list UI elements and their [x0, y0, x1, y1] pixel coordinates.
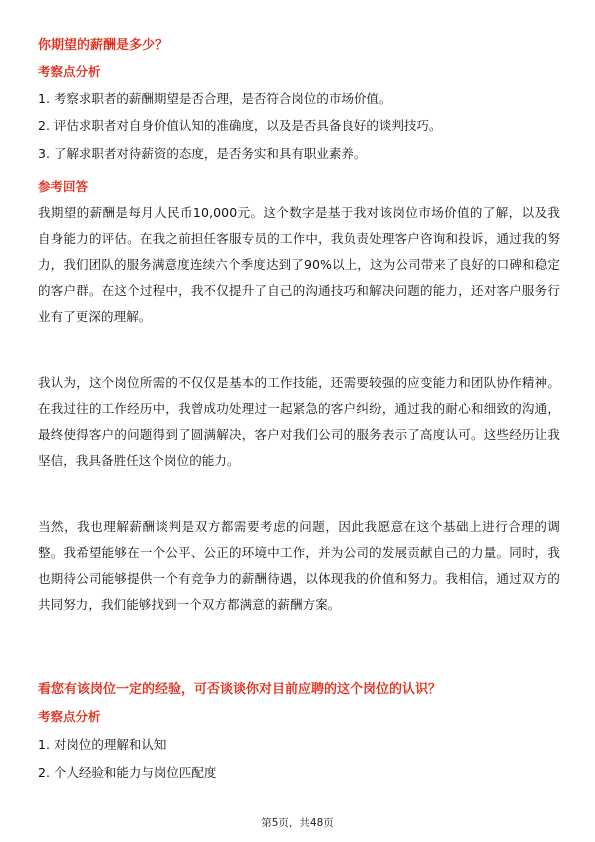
q1-analysis-item-1: 1. 考察求职者的薪酬期望是否合理，是否符合岗位的市场价值。: [38, 91, 392, 106]
question-1-title: 你期望的薪酬是多少？: [38, 38, 169, 53]
q2-analysis-item-1: 1. 对岗位的理解和认知: [38, 737, 167, 752]
q2-analysis-item-2: 2. 个人经验和能力与岗位匹配度: [38, 765, 217, 780]
q1-analysis-heading: 考察点分析: [38, 64, 101, 79]
q1-answer-paragraph-2: 我认为，这个岗位所需的不仅仅是基本的工作技能，还需要较强的应变能力和团队协作精神。在我过往的工作经历中，我曾成功处理过一起紧急的客户纠纷，通过我的耐心和细致的沟通，最终使得客户的问题得到了圆满解决，客户对我们公司的服务表示了高度认可。这些经历让我坚信，我具备胜任这个岗位的能力。: [38, 375, 560, 468]
q2-analysis-heading: 考察点分析: [38, 709, 101, 724]
q1-answer-paragraph-1: 我期望的薪酬是每月人民币10,000元。这个数字是基于我对该岗位市场价值的了解，以及我自身能力的评估。在我之前担任客服专员的工作中，我负责处理客户咨询和投诉，通过我的努力，我们团队的服务满意度连续六个季度达到了90%以上，这为公司带来了良好的口碑和稳定的客户群。在这个过程中，我不仅提升了自己的沟通技巧和解决问题的能力，还对客户服务行业有了更深的理解。: [38, 205, 560, 324]
page-number: 第5页，共48页: [261, 817, 334, 829]
q1-answer-paragraph-3: 当然，我也理解薪酬谈判是双方都需要考虑的问题，因此我愿意在这个基础上进行合理的调整。我希望能够在一个公平、公正的环境中工作，并为公司的发展贡献自己的力量。同时，我也期待公司能够提供一个有竞争力的薪酬待遇，以体现我的价值和努力。我相信，通过双方的共同努力，我们能够找到一个双方都满意的薪酬方案。: [38, 519, 560, 612]
question-2-title: 看您有该岗位一定的经验，可否谈谈你对目前应聘的这个岗位的认识？: [38, 682, 442, 697]
q1-analysis-item-3: 3. 了解求职者对待薪资的态度，是否务实和具有职业素养。: [38, 146, 367, 161]
q1-answer-heading: 参考回答: [38, 179, 89, 194]
q1-analysis-item-2: 2. 评估求职者对自身价值认知的准确度，以及是否具备良好的谈判技巧。: [38, 118, 442, 133]
